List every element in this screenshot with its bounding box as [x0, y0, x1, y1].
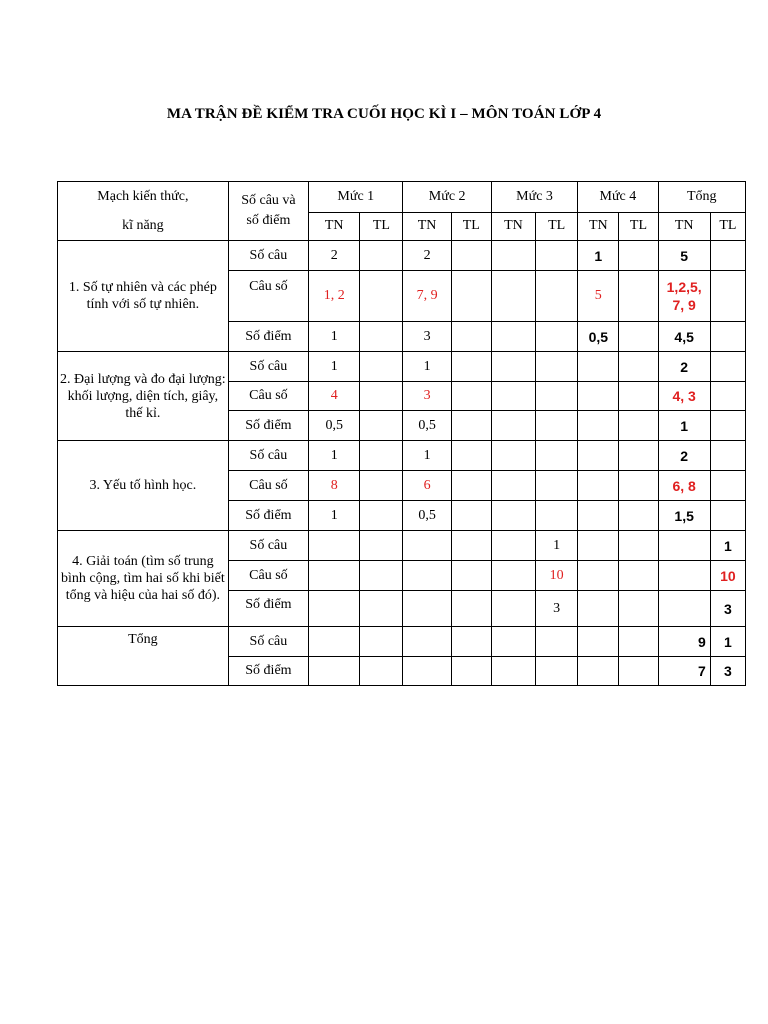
cell — [578, 531, 619, 561]
cell — [578, 561, 619, 591]
topic-1-name: 1. Số tự nhiên và các phép tính với số tự nhiên. — [58, 241, 229, 352]
cell — [619, 322, 658, 352]
cell — [491, 561, 535, 591]
cell — [451, 501, 491, 531]
cell: 0,5 — [403, 411, 451, 441]
table-row — [58, 241, 746, 271]
cell — [710, 411, 745, 441]
cell: 1, 2 — [309, 271, 360, 322]
cell — [578, 411, 619, 441]
cell — [710, 501, 745, 531]
cell — [451, 591, 491, 627]
topic-2-name: 2. Đại lượng và đo đại lượng: khối lượng, diện tích, giây, thế kỉ. — [58, 352, 229, 441]
table-row — [58, 352, 746, 382]
cell — [578, 627, 619, 657]
header-row-levels — [58, 182, 746, 213]
cell: 1 — [536, 531, 578, 561]
cell — [658, 271, 710, 322]
total-row-name: Tổng — [58, 627, 229, 686]
cell — [360, 561, 403, 591]
cell: 10 — [710, 561, 745, 591]
header-sub-tn: TN — [309, 212, 360, 240]
metric-label: Số câu — [228, 441, 308, 471]
header-sub-tn: TN — [403, 212, 451, 240]
cell — [309, 531, 360, 561]
cell — [619, 411, 658, 441]
cell — [536, 657, 578, 686]
metric-label: Số điểm — [228, 322, 308, 352]
cell — [536, 271, 578, 322]
cell — [710, 322, 745, 352]
cell — [403, 627, 451, 657]
cell — [658, 561, 710, 591]
cell — [578, 591, 619, 627]
cell: 1 — [403, 441, 451, 471]
cell — [403, 531, 451, 561]
metric-label: Câu số — [228, 561, 308, 591]
cell: 1 — [309, 352, 360, 382]
cell — [360, 352, 403, 382]
cell — [710, 471, 745, 501]
metric-label: Số điểm — [228, 657, 308, 686]
cell — [619, 657, 658, 686]
cell — [360, 322, 403, 352]
cell: 2 — [309, 241, 360, 271]
cell — [536, 411, 578, 441]
cell: 7, 9 — [403, 271, 451, 322]
cell: 7 — [658, 657, 710, 686]
header-level-1: Mức 1 — [309, 182, 403, 213]
metric-label: Số câu — [228, 241, 308, 271]
cell: 2 — [658, 352, 710, 382]
cell — [619, 241, 658, 271]
cell: 0,5 — [578, 322, 619, 352]
test-matrix-table — [57, 181, 746, 686]
cell — [491, 531, 535, 561]
cell — [536, 241, 578, 271]
header-sub-tn: TN — [658, 212, 710, 240]
header-level-2: Mức 2 — [403, 182, 491, 213]
cell: 6 — [403, 471, 451, 501]
cell — [491, 241, 535, 271]
metric-label: Câu số — [228, 471, 308, 501]
cell — [619, 382, 658, 411]
cell — [491, 501, 535, 531]
cell: 9 — [658, 627, 710, 657]
cell — [536, 382, 578, 411]
cell — [491, 382, 535, 411]
header-level-total: Tổng — [658, 182, 745, 213]
cell — [360, 501, 403, 531]
cell — [710, 271, 745, 322]
cell: 1 — [710, 531, 745, 561]
cell: 4,5 — [658, 322, 710, 352]
cell: 5 — [578, 271, 619, 322]
metric-label: Số câu — [228, 352, 308, 382]
header-sub-tl: TL — [451, 212, 491, 240]
cell — [309, 591, 360, 627]
metric-label: Số câu — [228, 627, 308, 657]
cell: 3 — [403, 322, 451, 352]
cell — [619, 627, 658, 657]
cell — [491, 411, 535, 441]
header-metric-line1: Số câu và — [241, 193, 296, 208]
cell — [360, 531, 403, 561]
cell — [360, 241, 403, 271]
cell — [451, 382, 491, 411]
cell — [619, 501, 658, 531]
cell — [491, 352, 535, 382]
cell — [619, 591, 658, 627]
metric-label: Số điểm — [228, 411, 308, 441]
cell — [451, 322, 491, 352]
cell — [619, 441, 658, 471]
cell: 1 — [710, 627, 745, 657]
header-topic-line2: kĩ năng — [122, 218, 164, 233]
cell: 4 — [309, 382, 360, 411]
cell — [658, 591, 710, 627]
cell — [451, 627, 491, 657]
cell — [451, 352, 491, 382]
cell — [536, 441, 578, 471]
header-sub-tl: TL — [619, 212, 658, 240]
cell — [658, 531, 710, 561]
cell — [619, 271, 658, 322]
metric-label: Số câu — [228, 531, 308, 561]
cell: 0,5 — [309, 411, 360, 441]
cell — [451, 657, 491, 686]
page-title: MA TRẬN ĐỀ KIỂM TRA CUỐI HỌC KÌ I – MÔN TOÁN LỚP 4 — [166, 106, 602, 122]
cell — [451, 471, 491, 501]
cell — [619, 471, 658, 501]
cell: 3 — [710, 591, 745, 627]
cell: 1 — [309, 501, 360, 531]
cell — [309, 657, 360, 686]
cell — [403, 561, 451, 591]
topic-4-name: 4. Giải toán (tìm số trung bình cộng, tìm hai số khi biết tổng và hiệu của hai số đó). — [58, 531, 229, 627]
metric-label: Số điểm — [228, 591, 308, 627]
cell: 1,5 — [658, 501, 710, 531]
table-row — [58, 441, 746, 471]
cell — [710, 241, 745, 271]
cell — [491, 471, 535, 501]
cell — [491, 591, 535, 627]
cell — [578, 441, 619, 471]
cell — [360, 471, 403, 501]
cell — [360, 271, 403, 322]
metric-label: Số điểm — [228, 501, 308, 531]
cell — [491, 657, 535, 686]
header-level-4: Mức 4 — [578, 182, 658, 213]
cell — [403, 591, 451, 627]
cell — [578, 657, 619, 686]
cell — [360, 591, 403, 627]
header-sub-tl: TL — [710, 212, 745, 240]
cell: 3 — [403, 382, 451, 411]
cell: 6, 8 — [658, 471, 710, 501]
cell: 3 — [710, 657, 745, 686]
cell — [710, 441, 745, 471]
cell — [578, 501, 619, 531]
cell — [536, 352, 578, 382]
cell — [536, 322, 578, 352]
cell: 2 — [658, 441, 710, 471]
cell: 1 — [578, 241, 619, 271]
cell: 8 — [309, 471, 360, 501]
header-topic-cell — [58, 182, 229, 241]
header-metric-line2: số điểm — [246, 213, 291, 228]
cell — [578, 382, 619, 411]
metric-label: Câu số — [228, 271, 308, 322]
cell — [491, 627, 535, 657]
cell: 1 — [309, 322, 360, 352]
cell — [536, 627, 578, 657]
cell — [451, 411, 491, 441]
cell — [491, 271, 535, 322]
cell — [403, 657, 451, 686]
cell — [491, 322, 535, 352]
cell — [619, 531, 658, 561]
table-row — [58, 627, 746, 657]
cell — [451, 531, 491, 561]
cell — [536, 501, 578, 531]
header-sub-tl: TL — [360, 212, 403, 240]
cell — [491, 441, 535, 471]
header-sub-tl: TL — [536, 212, 578, 240]
cell — [536, 471, 578, 501]
cell — [360, 411, 403, 441]
cell: 0,5 — [403, 501, 451, 531]
cell — [360, 627, 403, 657]
cell — [451, 241, 491, 271]
cell: 1 — [403, 352, 451, 382]
cell — [360, 657, 403, 686]
cell: 2 — [403, 241, 451, 271]
cell-line: 1,2,5, — [666, 279, 702, 295]
cell — [360, 382, 403, 411]
cell: 10 — [536, 561, 578, 591]
cell — [619, 561, 658, 591]
cell — [710, 352, 745, 382]
metric-label: Câu số — [228, 382, 308, 411]
header-sub-tn: TN — [578, 212, 619, 240]
cell-line: 7, 9 — [672, 297, 696, 313]
cell — [710, 382, 745, 411]
cell: 1 — [658, 411, 710, 441]
cell: 1 — [309, 441, 360, 471]
cell: 3 — [536, 591, 578, 627]
cell — [451, 441, 491, 471]
table-row — [58, 531, 746, 561]
header-level-3: Mức 3 — [491, 182, 577, 213]
cell — [578, 471, 619, 501]
cell — [451, 561, 491, 591]
cell — [578, 352, 619, 382]
cell — [451, 271, 491, 322]
cell — [309, 561, 360, 591]
cell — [309, 627, 360, 657]
cell: 5 — [658, 241, 710, 271]
header-metric-cell — [228, 182, 308, 241]
topic-3-name: 3. Yếu tố hình học. — [58, 441, 229, 531]
cell — [619, 352, 658, 382]
cell: 4, 3 — [658, 382, 710, 411]
header-sub-tn: TN — [491, 212, 535, 240]
cell — [360, 441, 403, 471]
header-topic-line1: Mạch kiến thức, — [97, 189, 189, 204]
